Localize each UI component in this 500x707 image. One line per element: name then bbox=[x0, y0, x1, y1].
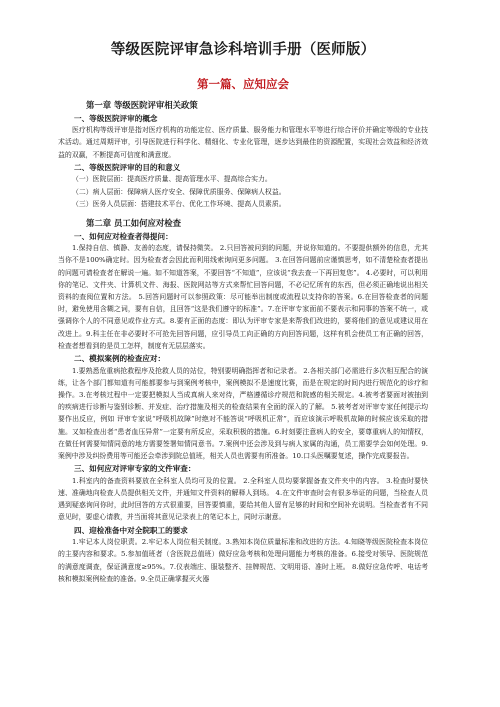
paragraph: 1.牢记本人岗位职责。2.牢记本人岗位相关制度。3.熟知本岗位质量标准和改进的方法。4.知晓等级医院检查本岗位的主要内容和要求。5.参加值班者（含医院总值班）做好应急考核和处理问题能力考核的准备。6.接受对领导、医院规范的满意度调查，保证满意度≥95%。7.仪表端庄、服装整齐、挂牌规范、文明用语、准时上班。 8.做好应急传呼、电话考核和模拟案例检查的准备。9.全员正确掌握灭火器 bbox=[58, 538, 428, 583]
list-item: （一）医院层面：提高医疗质量、提高管理水平、提高综合实力。 bbox=[72, 175, 272, 184]
section-heading: 二、等级医院评审的目的和意义 bbox=[74, 162, 181, 172]
part-title: 第一篇、应知应会 bbox=[197, 77, 289, 91]
section-heading: 一、等级医院评审的概念 bbox=[74, 113, 158, 123]
section-heading: 三、如何应对评审专家的文件审查： bbox=[74, 464, 196, 474]
list-item: （二）病人层面：保障病人医疗安全、保障优质服务、保障病人权益。 bbox=[72, 187, 286, 196]
document-title: 等级医院评审急诊科培训手册（医师版） bbox=[110, 42, 376, 58]
section-heading: 一、如何应对检查者得提问： bbox=[74, 231, 173, 241]
section-heading: 四、迎检准备中对全院职工的要求 bbox=[74, 525, 188, 535]
section-heading: 二、模拟案例的检查应对： bbox=[74, 354, 166, 364]
paragraph: 1.科室内的备查资料要放在全科室人员均可及的位置。 2.全科室人员均要掌握备查文件夹中的内容。 3.检查时要快速、准确地向检查人员提供相关文件，并通知文件资料的解释人到场。 4.在文件审查时会有很多举证的问题，当检查人员遇到疑惑询问你时，此时回答的方式很重要，回答要慎重，要给其他人留有足够的时间和空间补充说明。当检查者有不同意见时，要虚心请教，并当面将其意见记录表上的笔记本上，同时示谢意。 bbox=[58, 476, 428, 522]
chapter-heading: 第一章 等级医院评审相关政策 bbox=[86, 100, 198, 110]
list-item: （三）医务人员层面：搭建技术平台、优化工作环境、提高人员素质。 bbox=[72, 199, 286, 208]
paragraph: 医疗机构等级评审是指对医疗机构的功能定位、医疗质量、服务能力和管理水平等进行综合评价并确定等级的专业技术活动。通过周期评审，引导医院进行科学化、精细化、专业化管理，逐步达到最佳的资源配置，实现社会效益和经济效益的双赢，不断提高可信度和满意度。 bbox=[58, 126, 428, 159]
paragraph: 1.要熟悉危重病抢救程序及抢救人员的站位，特别要明确指挥者和记录者。 2.各相关部门必需进行多次相互配合的演练，让各个部门都知道有可能都要参与到案例考核中，案例模拟不是速度比赛，而是在规定的时间内进行规范化的诊疗和操作。3.在考核过程中一定要把模拟人当成真病人来对待，严格遵循诊疗规范和院感的相关规定。4.被考者要面对被抽到的疾病进行诊断与鉴别诊断、并发症、治疗措施及相关的检查结果有全面的深入的了解。 5.被考者对评审专家任何提示均要作出反应，例如 评审专家说“呼吸机故障”时绝对不能答说“呼吸机正常”，而应该演示呼吸机故障的时候应该采取的措施。又如检查出者“患者血压异常”一定要有所反应，采取积极的措施。6.时刻要注意病人的安全，要尊重病人的知情权，在做任何需要知情同意的地方需要签署知情同意书。7.案例中还会涉及到与病人家属的沟通，员工需要学会如何处理。9.案例中涉及纠纷费用等可能还会牵涉到院总值班，相关人员也需要有所准备。10.口头医嘱要复述，操作完成要报告。 bbox=[58, 366, 428, 461]
chapter-heading: 第二章 员工如何应对检查 bbox=[86, 218, 182, 228]
paragraph: 1.保持自信、镇静、友善的态度，请保持微笑。 2.只回答被问到的问题，并说你知道的。不要提供额外的信息，尤其当你不是100%确定时。因为检查者会因此而利用线索询问更多问题。 3.在回答问题前应谨慎思考，如不清楚检查者提出的问题可请检查者在解说一遍。如不知道答案，不要回答“不知道”，应该说“我去查一下再回复您”。 4.必要时，可以利用你的笔记、文件夹、计算机文件、海报、医院网站等方式来帮忙回答问题，不必记忆所有的东西，但必须正确地说出相关资料的查阅位置和方法。 5.回答问题时可以参照政策：尽可能举出制度或流程以支持你的答案。6.在回答检查者的问题时，避免使用含糊之词，要有自信，且回答“这是我们遵守的标准”。7.在评审专家面前不要表示和同事的答案不统一，或强调你个人的不同意见或作业方式。8.要有正面的态度：即认为评审专家是来帮我们改进的，要将他们的意见或建议用在改进上。9.科主任在非必要时不可抢先回答问题，应引导员工向正确的方向回答问题，这样有机会使员工有正确的回答，检查者想看到的是员工怎样，制度有无层层落实。 bbox=[58, 244, 428, 350]
